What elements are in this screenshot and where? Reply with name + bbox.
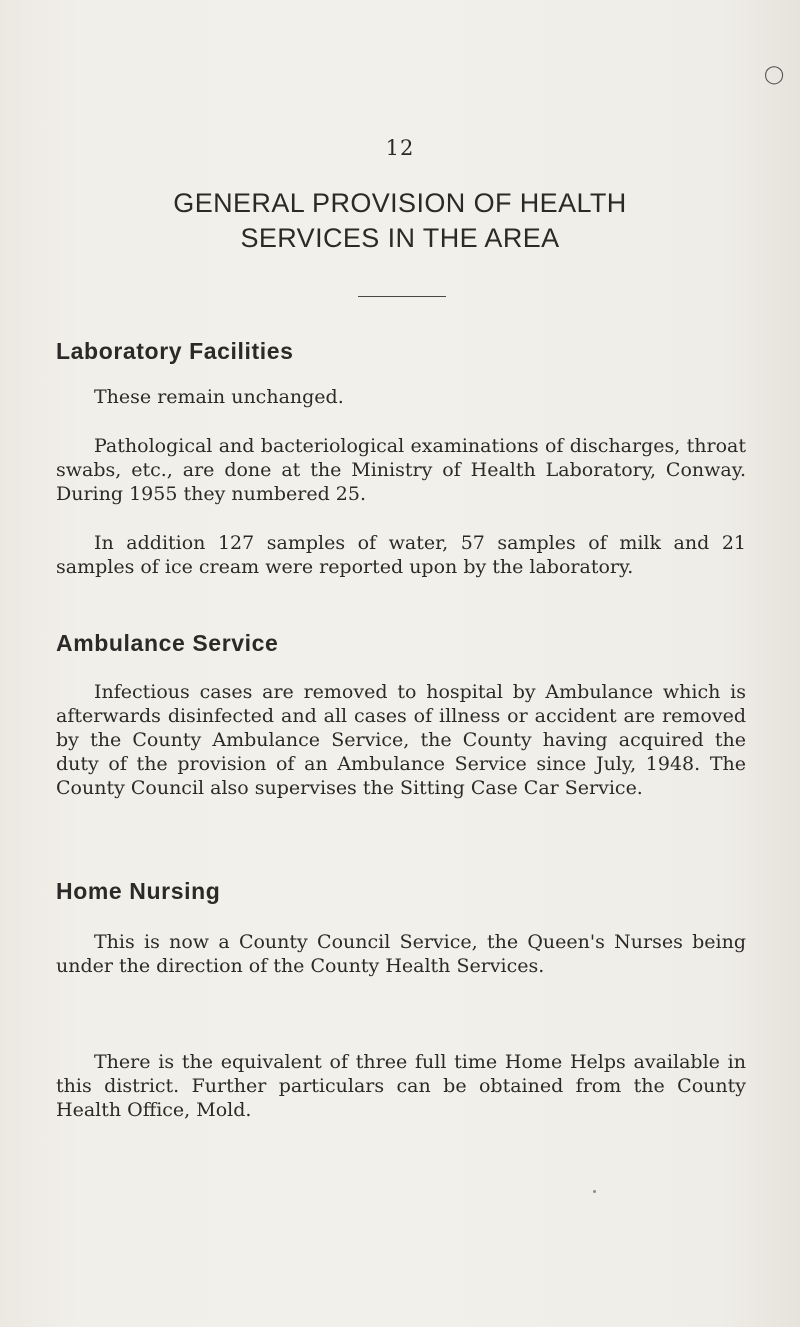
paragraph-laboratory-3: In addition 127 samples of water, 57 samples of milk and 21 samples of ice cream were reported upon by the laboratory. <box>56 532 746 578</box>
page-title-line-1: GENERAL PROVISION OF HEALTH <box>173 188 627 218</box>
corner-mark-icon: ◯ <box>764 64 785 85</box>
section-heading-ambulance: Ambulance Service <box>56 630 279 656</box>
section-heading-laboratory: Laboratory Facilities <box>56 338 294 364</box>
page-title-line-2: SERVICES IN THE AREA <box>240 223 560 253</box>
paragraph-laboratory-1: These remain unchanged. <box>94 386 344 408</box>
paragraph-ambulance-1: Infectious cases are removed to hospital by Ambulance which is afterwards disinfected and all cases of illness or accident are removed by the County Ambulance Service, the County having acquired the duty of the provision of an Ambulance Service since July, 1948. The County Council also supervises the Sitting Case Car Service. <box>56 681 746 799</box>
stray-dot-mark <box>593 1190 596 1193</box>
page-title <box>0 186 800 256</box>
paragraph-home-nursing-1: This is now a County Council Service, the Queen's Nurses being under the direction of the County Health Services. <box>56 931 746 977</box>
paragraph-home-nursing-2: There is the equivalent of three full time Home Helps available in this district. Further particulars can be obtained from the County Health Office, Mold. <box>56 1051 746 1121</box>
title-divider <box>358 296 446 297</box>
page-number: 12 <box>385 136 415 160</box>
section-heading-home-nursing: Home Nursing <box>56 878 221 904</box>
paragraph-laboratory-2: Pathological and bacteriological examinations of discharges, throat swabs, etc., are done at the Ministry of Health Laboratory, Conway. During 1955 they numbered 25. <box>56 435 746 505</box>
